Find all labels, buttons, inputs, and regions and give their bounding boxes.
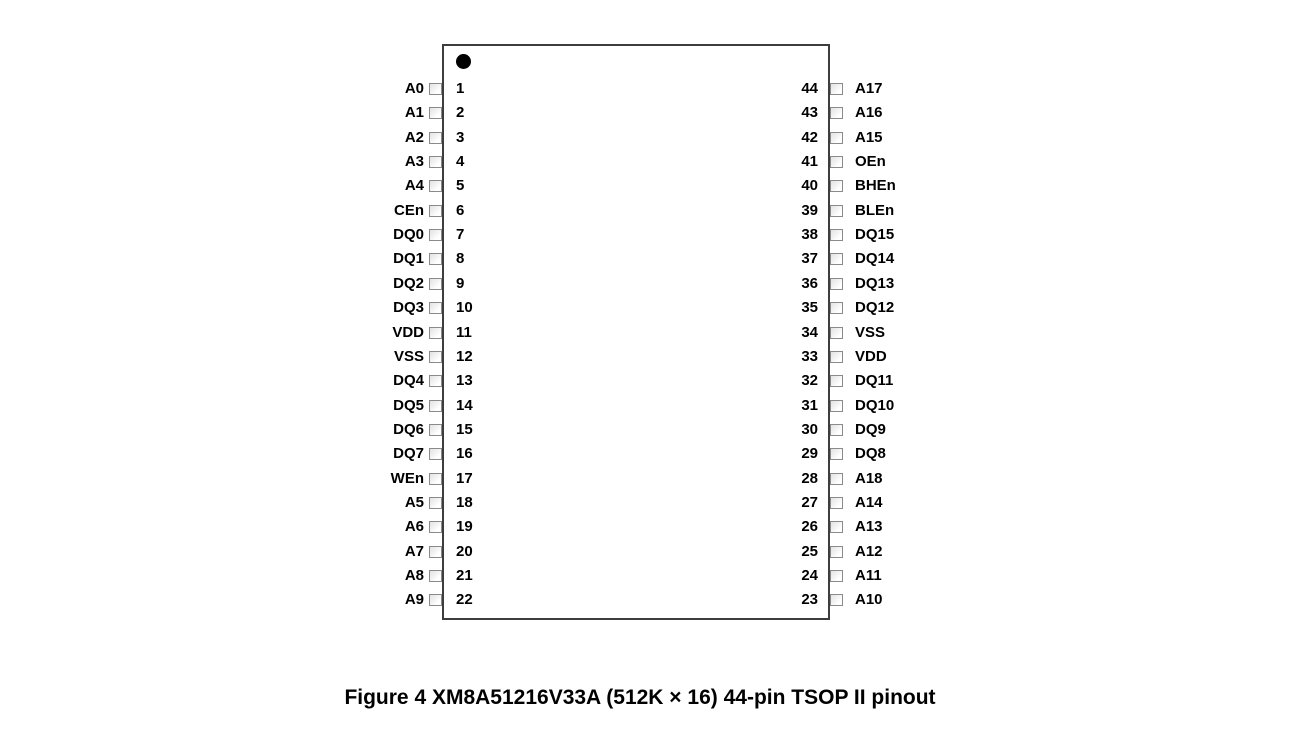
pin-pad-right — [830, 570, 843, 582]
pin-pad-right — [830, 327, 843, 339]
pin-row — [0, 394, 1306, 418]
pin-pad-right — [830, 375, 843, 387]
pin-number-left: 17 — [456, 469, 473, 487]
pin-pad-left — [429, 521, 442, 533]
pin-label-left: DQ3 — [393, 299, 424, 317]
pin-row — [0, 491, 1306, 515]
pin-number-right: 44 — [801, 80, 818, 97]
pin-number-left: 8 — [456, 250, 465, 268]
pin-number-left: 11 — [456, 323, 472, 341]
pin-label-left: DQ1 — [393, 250, 424, 268]
pin-row — [0, 515, 1306, 539]
pin-number-right: 30 — [801, 420, 818, 438]
pin-number-left: 13 — [456, 372, 473, 390]
pin-number-right: 38 — [801, 226, 818, 244]
pin-label-right: VSS — [855, 323, 886, 341]
pin-number-right: 28 — [801, 469, 818, 487]
pin-pad-right — [830, 521, 843, 533]
pin-row — [0, 272, 1306, 296]
pin-label-left: A4 — [404, 177, 424, 195]
pin-pad-right — [830, 180, 843, 192]
pin-number-left: 6 — [456, 201, 465, 219]
pin-number-right: 39 — [801, 201, 818, 219]
pin-number-right: 25 — [801, 542, 818, 560]
pin-label-left: A0 — [404, 80, 424, 97]
pin-number-right: 40 — [801, 177, 818, 195]
pin-label-left: DQ4 — [393, 372, 424, 390]
pin-label-left: A7 — [404, 542, 424, 560]
pin-pad-left — [429, 180, 442, 192]
pin-row — [0, 247, 1306, 271]
pin-row — [0, 199, 1306, 223]
pin-pad-right — [830, 83, 843, 95]
pin-label-right: A16 — [855, 104, 883, 122]
pin-label-right: A15 — [855, 128, 883, 146]
pin-pad-left — [429, 594, 442, 606]
pin-label-left: DQ7 — [393, 445, 424, 463]
pin-row — [0, 174, 1306, 198]
pin-pad-left — [429, 351, 442, 363]
pin-pad-right — [830, 473, 843, 485]
pin1-indicator-dot — [456, 54, 471, 69]
figure-caption: Figure 4 XM8A51216V33A (512K × 16) 44-pin TSOP II pinout — [344, 686, 936, 709]
pin-label-right: A17 — [855, 80, 883, 97]
pin-label-right: BHEn — [855, 177, 896, 195]
pin-number-right: 29 — [801, 445, 818, 463]
pin-row — [0, 467, 1306, 491]
pin-number-left: 19 — [456, 518, 473, 536]
pin-number-right: 35 — [801, 299, 818, 317]
pin-row — [0, 540, 1306, 564]
pin-pad-left — [429, 302, 442, 314]
pin-pad-left — [429, 132, 442, 144]
pin-label-right: DQ14 — [855, 250, 895, 268]
pin-pad-left — [429, 205, 442, 217]
pin-pad-left — [429, 546, 442, 558]
pin-number-left: 2 — [456, 104, 465, 122]
pin-pad-right — [830, 546, 843, 558]
pin-pad-right — [830, 278, 843, 290]
pin-number-right: 33 — [801, 347, 818, 365]
pin-pad-right — [830, 229, 843, 241]
pin-pad-left — [429, 107, 442, 119]
pin-pad-left — [429, 424, 442, 436]
pin-label-right: DQ15 — [855, 226, 895, 244]
pin-label-left: CEn — [394, 201, 424, 219]
pin-number-left: 12 — [456, 347, 473, 365]
pin-label-right: A12 — [855, 542, 883, 560]
pin-number-left: 15 — [456, 420, 473, 438]
pin-label-right: A13 — [855, 518, 883, 536]
pin-pad-left — [429, 83, 442, 95]
pin-pad-right — [830, 107, 843, 119]
pin-label-left: A1 — [404, 104, 424, 122]
pin-row — [0, 588, 1306, 612]
pin-row — [0, 126, 1306, 150]
pin-label-left: A5 — [404, 493, 424, 511]
pin-pad-right — [830, 448, 843, 460]
pin-row — [0, 296, 1306, 320]
pin-number-right: 41 — [801, 153, 818, 171]
pin-number-right: 23 — [801, 591, 818, 609]
pin-label-left: A8 — [404, 567, 424, 584]
pin-number-left: 16 — [456, 445, 473, 463]
pin-label-right: DQ8 — [855, 445, 886, 463]
pin-number-right: 26 — [801, 518, 818, 536]
pin-row — [0, 150, 1306, 174]
pin-number-right: 27 — [801, 493, 818, 511]
pin-pad-left — [429, 448, 442, 460]
pin-row — [0, 321, 1306, 345]
pin-pad-left — [429, 229, 442, 241]
pin-number-left: 18 — [456, 493, 473, 511]
pin-number-left: 3 — [456, 128, 465, 146]
pin-pad-right — [830, 351, 843, 363]
pin-number-right: 36 — [801, 274, 818, 292]
pin-row — [0, 442, 1306, 466]
pin-pad-left — [429, 375, 442, 387]
pin-row — [0, 101, 1306, 125]
pin-label-right: A18 — [855, 469, 883, 487]
pin-label-left: DQ0 — [393, 226, 424, 244]
pin-label-right: DQ13 — [855, 274, 895, 292]
pin-number-right: 31 — [801, 396, 818, 414]
pin-label-right: OEn — [855, 153, 886, 171]
pin-pad-left — [429, 253, 442, 265]
pin-pad-right — [830, 302, 843, 314]
pin-pad-left — [429, 497, 442, 509]
pin-number-left: 21 — [456, 567, 473, 584]
pin-row — [0, 369, 1306, 393]
pin-label-left: VSS — [393, 347, 424, 365]
pin-number-left: 9 — [456, 274, 465, 292]
pin-number-left: 7 — [456, 226, 465, 244]
pin-label-right: DQ10 — [855, 396, 895, 414]
pin-label-right: DQ12 — [855, 299, 895, 317]
pin-label-right: BLEn — [855, 201, 895, 219]
pin-pad-right — [830, 156, 843, 168]
pin-number-right: 24 — [801, 567, 818, 584]
pin-label-right: VDD — [855, 347, 887, 365]
pin-number-left: 10 — [456, 299, 473, 317]
pin-label-left: DQ5 — [393, 396, 424, 414]
pin-number-left: 14 — [456, 396, 473, 414]
pin-pad-left — [429, 570, 442, 582]
pin-label-left: A9 — [404, 591, 424, 609]
pin-row — [0, 223, 1306, 247]
pin-row — [0, 418, 1306, 442]
pin-label-left: A6 — [404, 518, 424, 536]
pin-row — [0, 564, 1306, 588]
pin-label-left: DQ2 — [393, 274, 424, 292]
pin-label-right: A14 — [855, 493, 883, 511]
pin-row — [0, 345, 1306, 369]
pin-row — [0, 77, 1306, 101]
pin-pad-left — [429, 156, 442, 168]
pin-label-left: A3 — [404, 153, 424, 171]
pin-number-left: 4 — [456, 153, 465, 171]
pin-label-right: A10 — [855, 591, 883, 609]
pin-number-right: 37 — [801, 250, 818, 268]
pin-pad-right — [830, 424, 843, 436]
pin-label-left: VDD — [392, 323, 424, 341]
pin-pad-right — [830, 497, 843, 509]
pin-pad-left — [429, 400, 442, 412]
pin-label-left: DQ6 — [393, 420, 424, 438]
pin-label-left: WEn — [390, 469, 424, 487]
pin-label-right: A11 — [855, 567, 882, 584]
pin-pad-right — [830, 132, 843, 144]
pin-pad-left — [429, 278, 442, 290]
pin-number-right: 34 — [801, 323, 818, 341]
pin-pad-left — [429, 473, 442, 485]
pin-number-right: 43 — [801, 104, 818, 122]
pin-pad-right — [830, 253, 843, 265]
pin-pad-right — [830, 205, 843, 217]
pin-number-right: 42 — [801, 128, 818, 146]
pin-number-right: 32 — [801, 372, 818, 390]
pin-number-left: 22 — [456, 591, 473, 609]
pin-label-right: DQ9 — [855, 420, 886, 438]
pin-number-left: 20 — [456, 542, 473, 560]
pin-pad-right — [830, 594, 843, 606]
pin-label-left: A2 — [404, 128, 424, 146]
pin-number-left: 5 — [456, 177, 465, 195]
pin-pad-right — [830, 400, 843, 412]
pin-pad-left — [429, 327, 442, 339]
pin-label-right: DQ11 — [855, 372, 894, 390]
pin-number-left: 1 — [456, 80, 465, 97]
